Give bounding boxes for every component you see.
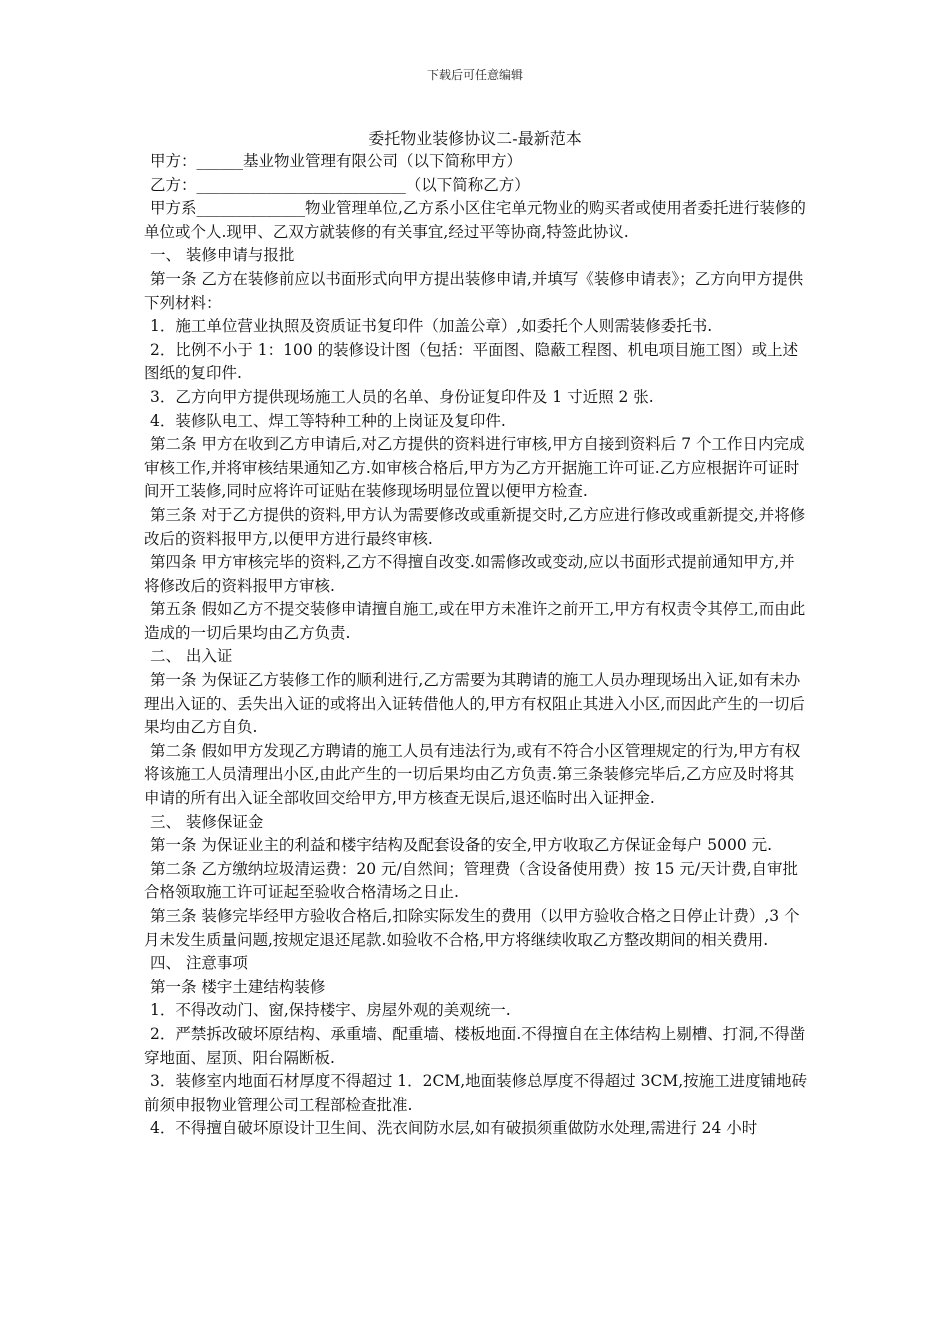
clause: 第三条 对于乙方提供的资料,甲方认为需要修改或重新提交时,乙方应进行修改或重新提交,并将修改后的资料报甲方,以便甲方进行最终审核. bbox=[144, 505, 806, 548]
clause: 第二条 乙方缴纳垃圾清运费：20 元/自然间；管理费（含设备使用费）按 15 元/天计费,自审批合格领取施工许可证起至验收合格清场之日止. bbox=[144, 859, 799, 902]
list-item: 1．施工单位营业执照及资质证书复印件（加盖公章）,如委托个人则需装修委托书. bbox=[150, 317, 713, 336]
preamble: 甲方系______________物业管理单位,乙方系小区住宅单元物业的购买者或使用者委托进行装修的单位或个人.现甲、乙双方就装修的有关事宜,经过平等协商,特签此协议. bbox=[144, 199, 806, 241]
clause: 第三条 装修完毕经甲方验收合格后,扣除实际发生的费用（以甲方验收合格之日停止计费）,3 个月未发生质量问题,按规定退还尾款.如验收不合格,甲方将继续收取乙方整改期间的相关费用. bbox=[144, 907, 800, 949]
clause: 第四条 甲方审核完毕的资料,乙方不得擅自改变.如需修改或变动,应以书面形式提前通知甲方,并将修改后的资料报甲方审核. bbox=[144, 553, 795, 595]
list-item: 4．不得擅自破坏原设计卫生间、洗衣间防水层,如有破损须重做防水处理,需进行 24 小时 bbox=[150, 1119, 758, 1138]
clause: 第五条 假如乙方不提交装修申请擅自施工,或在甲方未准许之前开工,甲方有权责令其停工,而由此造成的一切后果均由乙方负责. bbox=[144, 600, 806, 642]
clause: 第二条 假如甲方发现乙方聘请的施工人员有违法行为,或有不符合小区管理规定的行为,甲方有权将该施工人员清理出小区,由此产生的一切后果均由乙方负责.第三条装修完毕后,乙方应及时将其申请的所有出入证全部收回交给甲方,甲方核查无误后,退还临时出入证押金. bbox=[144, 741, 801, 808]
clause: 第一条 为保证业主的利益和楼宇结构及配套设备的安全,甲方收取乙方保证金每户 5000 元. bbox=[150, 836, 773, 855]
page-header: 下载后可任意编辑 bbox=[426, 68, 523, 82]
clause: 第二条 甲方在收到乙方申请后,对乙方提供的资料进行审核,甲方自接到资料后 7 个工作日内完成审核工作,并将审核结果通知乙方.如审核合格后,甲方为乙方开据施工许可证.乙方应根据许可证时间开工装修,同时应将许可证贴在装修现场明显位置以便甲方检查. bbox=[144, 435, 805, 501]
list-item: 1．不得改动门、窗,保持楼宇、房屋外观的美观统一. bbox=[150, 1001, 511, 1020]
section-heading: 二、 出入证 bbox=[150, 647, 233, 666]
list-item: 2．比例不小于 1：100 的装修设计图（包括：平面图、隐蔽工程图、机电项目施工图）或上述图纸的复印件. bbox=[144, 340, 799, 383]
section-heading: 三、 装修保证金 bbox=[150, 812, 264, 831]
section-heading: 四、 注意事项 bbox=[150, 954, 248, 973]
section-heading: 一、 装修申请与报批 bbox=[150, 246, 295, 265]
clause: 第一条 为保证乙方装修工作的顺利进行,乙方需要为其聘请的施工人员办理现场出入证,如有未办理出入证的、丢失出入证的或将出入证转借他人的,甲方有权阻止其进入小区,而因此产生的一切后果均由乙方自负. bbox=[144, 671, 805, 737]
list-item: 2．严禁拆改破坏原结构、承重墙、配重墙、楼板地面.不得擅自在主体结构上剔槽、打洞,不得凿穿地面、屋顶、阳台隔断板. bbox=[144, 1024, 806, 1067]
list-item: 4．装修队电工、焊工等特种工种的上岗证及复印件. bbox=[150, 411, 506, 430]
document-title: 委托物业装修协议二-最新范本 bbox=[368, 129, 582, 148]
clause: 第一条 楼宇土建结构装修 bbox=[150, 977, 326, 996]
document-body bbox=[144, 150, 809, 1141]
list-item: 3．装修室内地面石材厚度不得超过 1．2CM,地面装修总厚度不得超过 3CM,按施工进度铺地砖前须申报物业管理公司工程部检查批准. bbox=[144, 1072, 808, 1114]
clause: 第一条 乙方在装修前应以书面形式向甲方提出装修申请,并填写《装修申请表》；乙方向甲方提供下列材料： bbox=[144, 269, 804, 312]
party-b-line: 乙方：___________________________（以下简称乙方） bbox=[150, 175, 530, 194]
list-item: 3．乙方向甲方提供现场施工人员的名单、身份证复印件及 1 寸近照 2 张. bbox=[150, 387, 654, 406]
party-a-line: 甲方：______基业物业管理有限公司（以下简称甲方） bbox=[150, 152, 523, 170]
